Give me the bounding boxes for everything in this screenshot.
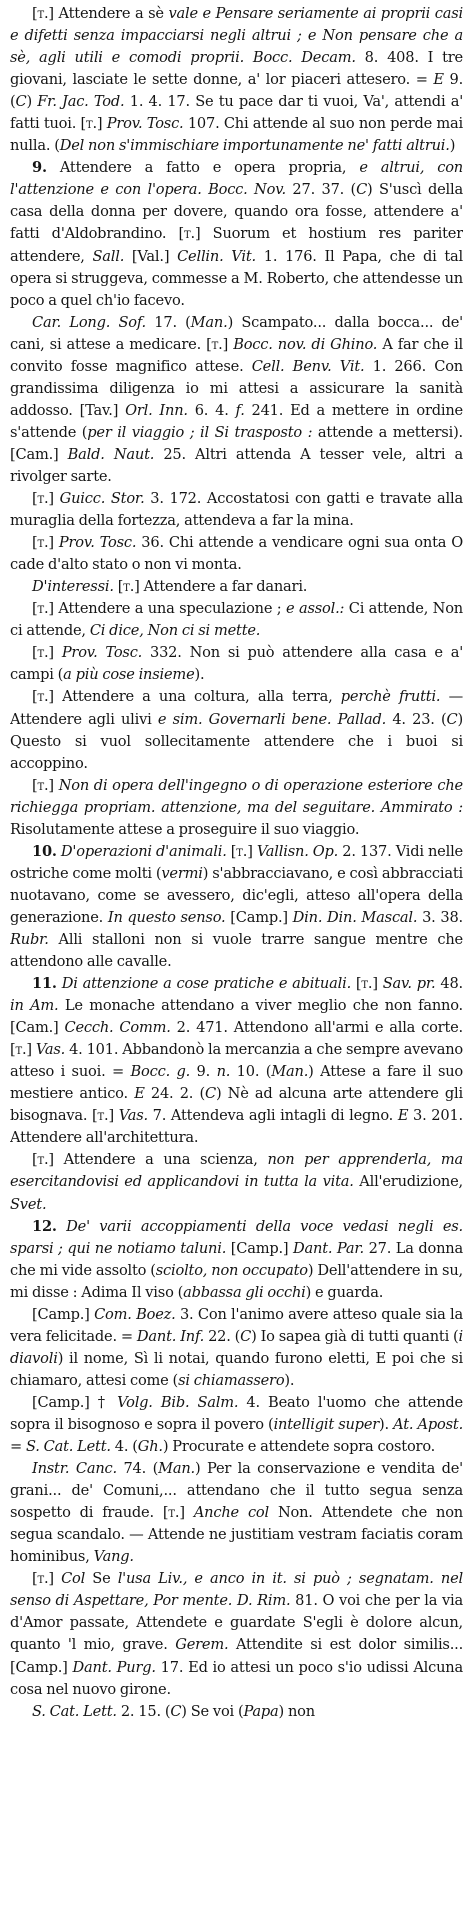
entry-paragraph: Car. Long. Sof. 17. (Man.) Scampato... dalla bocca... de' cani, si attese a medicare. [t.] Bocc. nov. di Ghino. A far che il convito fosse magnifico attese. Cell. Benv. Vit. 1. 266. Con grandissima diligenza io mi attesi a assicurare la sanità addosso. [Tav.] Orl. Inn. 6. 4. f. 241. Ed a mettere in ordine s'attende (per il viaggio ; il Si trasposto : attende a mettersi). [Cam.] Bald. Naut. 25. Altri attenda A tesser vele, altri a rivolger sarte. [10, 313, 463, 485]
entry-paragraph: [t.] Attendere a una coltura, alla terra, perchè frutti. — Attendere agli ulivi e sim. Governarli bene. Pallad. 4. 23. (C) Questo si vuol sollecitamente attendere che i buoi si accoppino. [10, 688, 463, 772]
entry-paragraph: [t.] Col Se l'usa Liv., e anco in it. si può ; segnatam. nel senso di Aspettare, Por mente. D. Rim. 81. O voi che per la via d'Amor passate, Attendete e guardate S'egli è dolore alcun, quanto 'l mio, grave. Gerem. Attendite si est dolor similis... [Camp.] Dant. Purg. 17. Ed io attesi un poco s'io udissi Alcuna cosa nel nuovo girone. [10, 1570, 463, 1698]
section-number: 11. [32, 975, 57, 993]
entry-paragraph: S. Cat. Lett. 2. 15. (C) Se voi (Papa) non [32, 1702, 315, 1720]
section-number: 9. [32, 159, 47, 177]
entry-paragraph: [t.] Attendere a una scienza, non per apprenderla, ma esercitandovisi ed applicandovi in tutta la vita. All'erudizione, Svet. [10, 1151, 463, 1213]
entry-paragraph: [t.] Guicc. Stor. 3. 172. Accostatosi con gatti e travate alla muraglia della fortezza, attendeva a far la mina. [10, 490, 463, 530]
entry-paragraph: [t.] Non di opera dell'ingegno o di operazione esteriore che richiegga propriam. attenzione, ma del seguitare. Ammirato : Risolutamente attese a proseguire il suo viaggio. [10, 776, 463, 838]
section-text: D'operazioni d'animali. [t.] Vallisn. Op. 2. 137. Vidi nelle ostriche come molti (vermi) s'abbracciavano, e così abbracciati nuotavano, come se avessero, dic'egli, atteso all'opera della generazione. In questo senso. [Camp.] Din. Din. Mascal. 3. 38. Rubr. Alli stalloni non si vuole trarre sangue mentre che attendono alle cavalle. [10, 842, 463, 971]
entry-paragraph: [t.] Prov. Tosc. 332. Non si può attendere alla casa e a' campi (a più cose insieme). [10, 644, 463, 684]
section-12 [10, 1216, 463, 1304]
entry-paragraph: [Camp.] Com. Boez. 3. Con l'animo avere atteso quale sia la vera felicitade. = Dant. Inf. 22. (C) Io sapea già di tutti quanti (i diavoli) il nome, Sì li notai, quando furono eletti, E poi che si chiamaro, attesi come (si chiamassero). [10, 1305, 463, 1389]
section-10 [10, 841, 463, 973]
dictionary-page [10, 3, 463, 1913]
entry-paragraph: Instr. Canc. 74. (Man.) Per la conservazione e vendita de' grani... de' Comuni,... attendano che il tutto segua senza sospetto di fraude. [t.] Anche col Non. Attendete che non segua scandalo. — Attende ne justitiam vestram faciatis coram hominibus, Vang. [10, 1460, 463, 1566]
entry-paragraph: D'interessi. [t.] Attendere a far danari. [32, 578, 308, 596]
entry-paragraph: [Camp.] † Volg. Bib. Salm. 4. Beato l'uomo che attende sopra il bisognoso e sopra il povero (intelligit super). At. Apost. = S. Cat. Lett. 4. (Gh.) Procurate e attendete sopra costoro. [10, 1393, 463, 1456]
section-text: Attendere a fatto e opera propria, e altrui, con l'attenzione e con l'opera. Bocc. Nov. 27. 37. (C) S'uscì della casa della donna per dovere, quando ora fosse, attendere a' fatti d'Aldobrandino. [t.] Suorum et hostium res pariter attendere, Sall. [Val.] Cellin. Vit. 1. 176. Il Papa, che di tal opera si struggeva, commesse a M. Roberto, che attendesse un poco a quel ch'io facevo. [10, 159, 463, 309]
section-text: Di attenzione a cose pratiche e abituali. [t.] Sav. pr. 48. in Am. Le monache attendano a viver meglio che non fanno. [Cam.] Cecch. Comm. 2. 471. Attendono all'armi e alla corte. [t.] Vas. 4. 101. Abbandonò la mercanzia a che sempre avevano atteso i suoi. = Bocc. g. 9. n. 10. (Man.) Attese a fare il suo mestiere antico. E 24. 2. (C) Nè ad alcuna arte attendere gli bisognava. [t.] Vas. 7. Attendeva agli intagli di legno. E 3. 201. Attendere all'architettura. [10, 975, 463, 1147]
entry-paragraph: [t.] Prov. Tosc. 36. Chi attende a vendicare ogni sua onta O cade d'alto stato o non vi monta. [10, 534, 463, 574]
section-11 [10, 973, 463, 1149]
entry-paragraph: [t.] Attendere a sè vale e Pensare seriamente ai proprii casi e difetti senza impacciarsi negli altrui ; e Non pensare che a sè, agli utili e comodi proprii. Bocc. Decam. 8. 408. I tre giovani, lasciate le sette donne, a' lor piaceri attesero. = E 9. (C) Fr. Jac. Tod. 1. 4. 17. Se tu pace dar ti vuoi, Va', attendi a' fatti tuoi. [t.] Prov. Tosc. 107. Chi attende al suo non perde mai nulla. (Del non s'immischiare importunamente ne' fatti altrui.) [10, 5, 463, 155]
section-number: 12. [32, 1217, 57, 1235]
entry-paragraph: [t.] Attendere a una speculazione ; e assol.: Ci attende, Non ci attende, Ci dice, Non ci si mette. [10, 600, 463, 640]
section-text: De' varii accoppiamenti della voce vedasi negli es. sparsi ; qui ne notiamo taluni. [Camp.] Dant. Par. 27. La donna che mi vide assolto (sciolto, non occupato) Dell'attendere in su, mi disse : Adima Il viso (abbassa gli occhi) e guarda. [10, 1217, 463, 1301]
section-number: 10. [32, 842, 57, 860]
section-9 [10, 157, 463, 311]
